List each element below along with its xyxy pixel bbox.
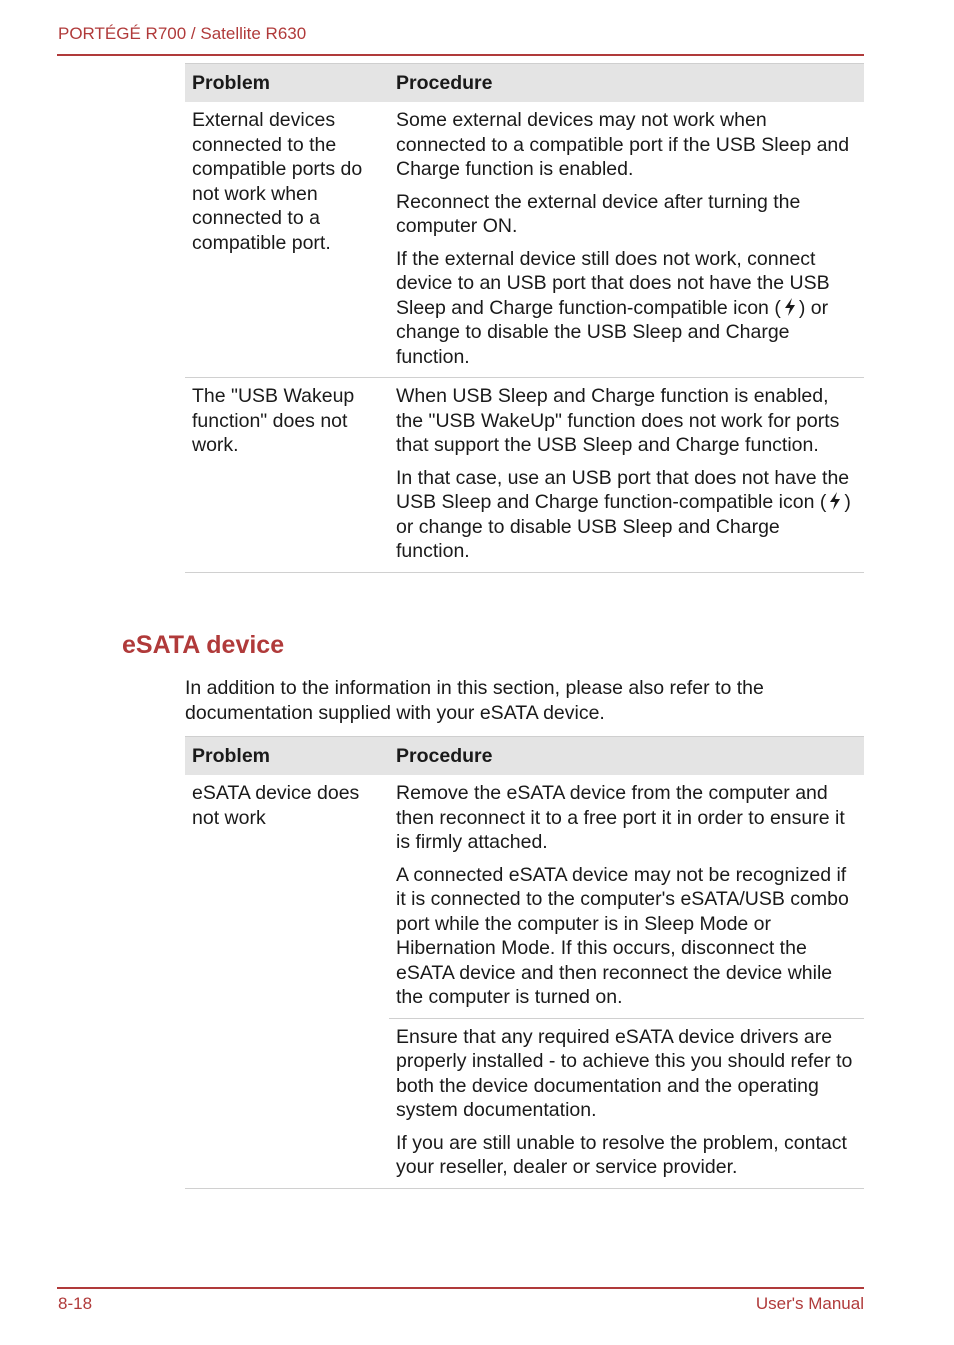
problem-cell (185, 102, 389, 378)
usb-sleep-and-charge-icon (783, 297, 797, 317)
procedure-paragraph: Some external devices may not work when connected to a compatible port if the USB Sleep and Charge function is enabled. (396, 109, 850, 180)
table-row (185, 102, 864, 378)
procedure-paragraph: Remove the eSATA device from the computer and then reconnect it to a free port it in order to ensure it is firmly attached. (396, 782, 845, 853)
manual-title: User's Manual (755, 1294, 864, 1313)
procedure-paragraph: When USB Sleep and Charge function is enabled, the "USB WakeUp" function does not work for ports that support the USB Sleep and Charge function. (396, 385, 840, 456)
problem-cell (185, 775, 389, 1188)
header-rule (57, 54, 864, 56)
procedure-text: If the external device still does not work, connect device to an USB port that does not have the USB Sleep and Charge function-compatible icon ( (396, 247, 830, 319)
procedure-text: In that case, use an USB port that does not have the USB Sleep and Charge function-compatible icon ( (396, 466, 850, 513)
problem-cell (185, 378, 389, 573)
procedure-cell (389, 775, 864, 1018)
column-header-problem: Problem (185, 64, 389, 103)
table-header-row (185, 737, 864, 776)
procedure-text: ) or change to disable the USB Sleep and Charge function. (396, 296, 829, 368)
procedure-paragraph (396, 466, 857, 564)
table-header-row (185, 64, 864, 103)
procedure-paragraph: Reconnect the external device after turning the computer ON. (396, 190, 801, 237)
procedure-cell (389, 102, 864, 378)
procedure-paragraph: If you are still unable to resolve the problem, contact your reseller, dealer or service provider. (396, 1131, 847, 1178)
page-number: 8-18 (58, 1294, 93, 1313)
column-header-procedure: Procedure (389, 64, 864, 103)
problem-text: eSATA device does not work (192, 782, 360, 829)
procedure-cell (389, 1018, 864, 1188)
column-header-problem: Problem (185, 737, 389, 776)
section-heading-esata: eSATA device (122, 631, 285, 659)
table-row (185, 378, 864, 573)
table-row (185, 775, 864, 1018)
usb-troubleshooting-table (185, 63, 864, 573)
column-header-procedure: Procedure (389, 737, 864, 776)
procedure-paragraph (396, 247, 857, 370)
footer-rule (57, 1287, 864, 1289)
procedure-paragraph: Ensure that any required eSATA device drivers are properly installed - to achieve this you should refer to both the device documentation and the operating system documentation. (396, 1025, 853, 1121)
procedure-paragraph: A connected eSATA device may not be recognized if it is connected to the computer's eSATA/USB combo port while the computer is in Sleep Mode or Hibernation Mode. If this occurs, disconnect the eSATA device and then reconnect the device while the computer is turned on. (396, 863, 849, 1008)
problem-text: The "USB Wakeup function" does not work. (192, 385, 355, 456)
section-intro: In addition to the information in this section, please also refer to the documentation supplied with your eSATA device. (185, 677, 764, 724)
esata-troubleshooting-table (185, 736, 864, 1189)
running-header: PORTÉGÉ R700 / Satellite R630 (58, 24, 307, 43)
problem-text: External devices connected to the compatible ports do not work when connected to a compatible port. (192, 109, 363, 254)
usb-sleep-and-charge-icon (828, 491, 842, 511)
procedure-cell (389, 378, 864, 573)
procedure-text: ) or change to disable USB Sleep and Charge function. (396, 491, 851, 562)
